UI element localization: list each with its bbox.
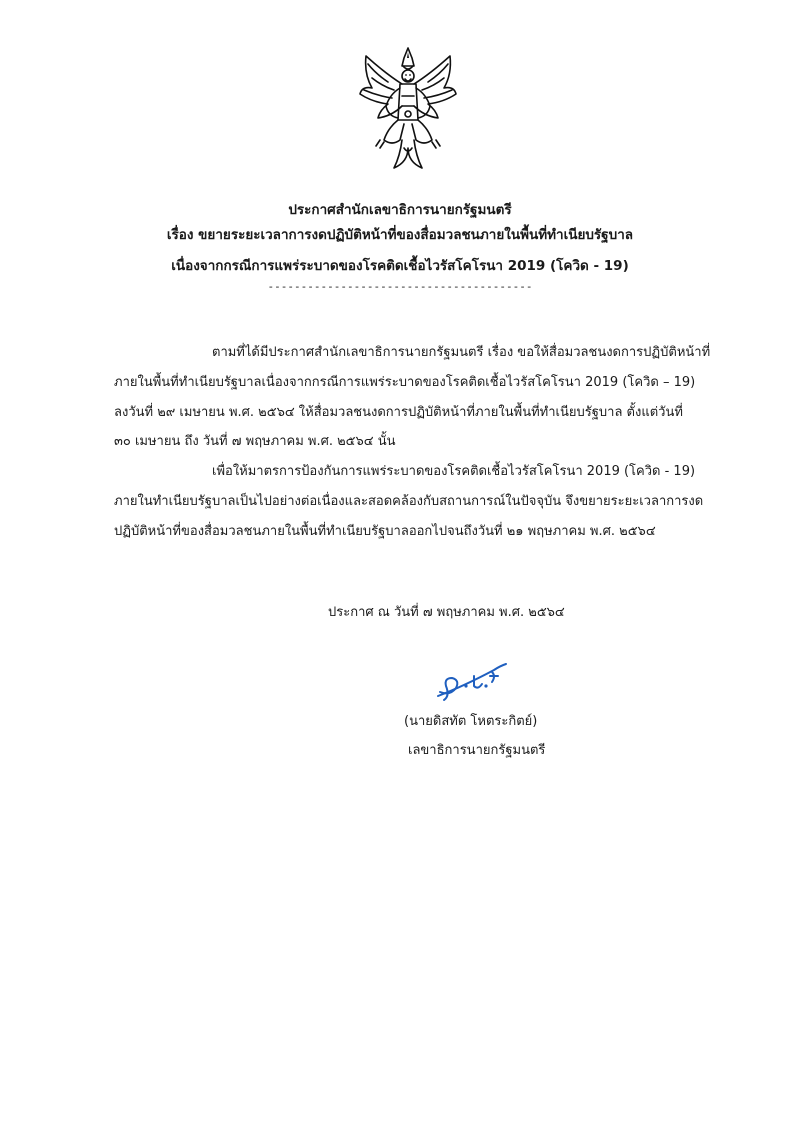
handwritten-signature-icon bbox=[434, 656, 508, 702]
paragraph-line: ลงวันที่ ๒๙ เมษายน พ.ศ. ๒๕๖๔ ให้สื่อมวลชนงดการปฏิบัติหน้าที่ภายในพื้นที่ทำเนียบรัฐบาล ตั้งแต่วันที่ bbox=[114, 405, 683, 420]
signer-title: เลขาธิการนายกรัฐมนตรี bbox=[408, 743, 546, 758]
paragraph-line: ภายในทำเนียบรัฐบาลเป็นไปอย่างต่อเนื่องและสอดคล้องกับสถานการณ์ในปัจจุบัน จึงขยายระยะเวลาการงด bbox=[114, 494, 704, 509]
paragraph-line: ปฏิบัติหน้าที่ของสื่อมวลชนภายในพื้นที่ทำเนียบรัฐบาลออกไปจนถึงวันที่ ๒๑ พฤษภาคม พ.ศ. ๒๕๖๔ bbox=[114, 524, 656, 539]
heading-separator: ---------------------------------------- bbox=[267, 280, 533, 293]
signer-name: (นายดิสทัต โหตระกิตย์) bbox=[404, 714, 538, 729]
announcement-date: ประกาศ ณ วันที่ ๗ พฤษภาคม พ.ศ. ๒๕๖๔ bbox=[328, 605, 565, 620]
paragraph-line: ภายในพื้นที่ทำเนียบรัฐบาลเนื่องจากกรณีการแพร่ระบาดของโรคติดเชื้อไวรัสโคโรนา 2019 (โควิด – 19) bbox=[114, 375, 696, 390]
paragraph-line: ตามที่ได้มีประกาศสำนักเลขาธิการนายกรัฐมนตรี เรื่อง ขอให้สื่อมวลชนงดการปฏิบัติหน้าที่ bbox=[212, 345, 711, 360]
paragraph-line: เพื่อให้มาตรการป้องกันการแพร่ระบาดของโรคติดเชื้อไวรัสโคโรนา 2019 (โควิด - 19) bbox=[212, 464, 696, 479]
announcement-heading: ประกาศสำนักเลขาธิการนายกรัฐมนตรี bbox=[288, 202, 512, 218]
announcement-subject: เรื่อง ขยายระยะเวลาการงดปฏิบัติหน้าที่ของสื่อมวลชนภายในพื้นที่ทำเนียบรัฐบาล bbox=[166, 227, 634, 243]
paragraph-line: ๓๐ เมษายน ถึง วันที่ ๗ พฤษภาคม พ.ศ. ๒๕๖๔ นั้น bbox=[114, 434, 396, 449]
announcement-reason: เนื่องจากกรณีการแพร่ระบาดของโรคติดเชื้อไวรัสโคโรนา 2019 (โควิด - 19) bbox=[171, 258, 629, 274]
garuda-emblem-icon bbox=[358, 44, 458, 172]
